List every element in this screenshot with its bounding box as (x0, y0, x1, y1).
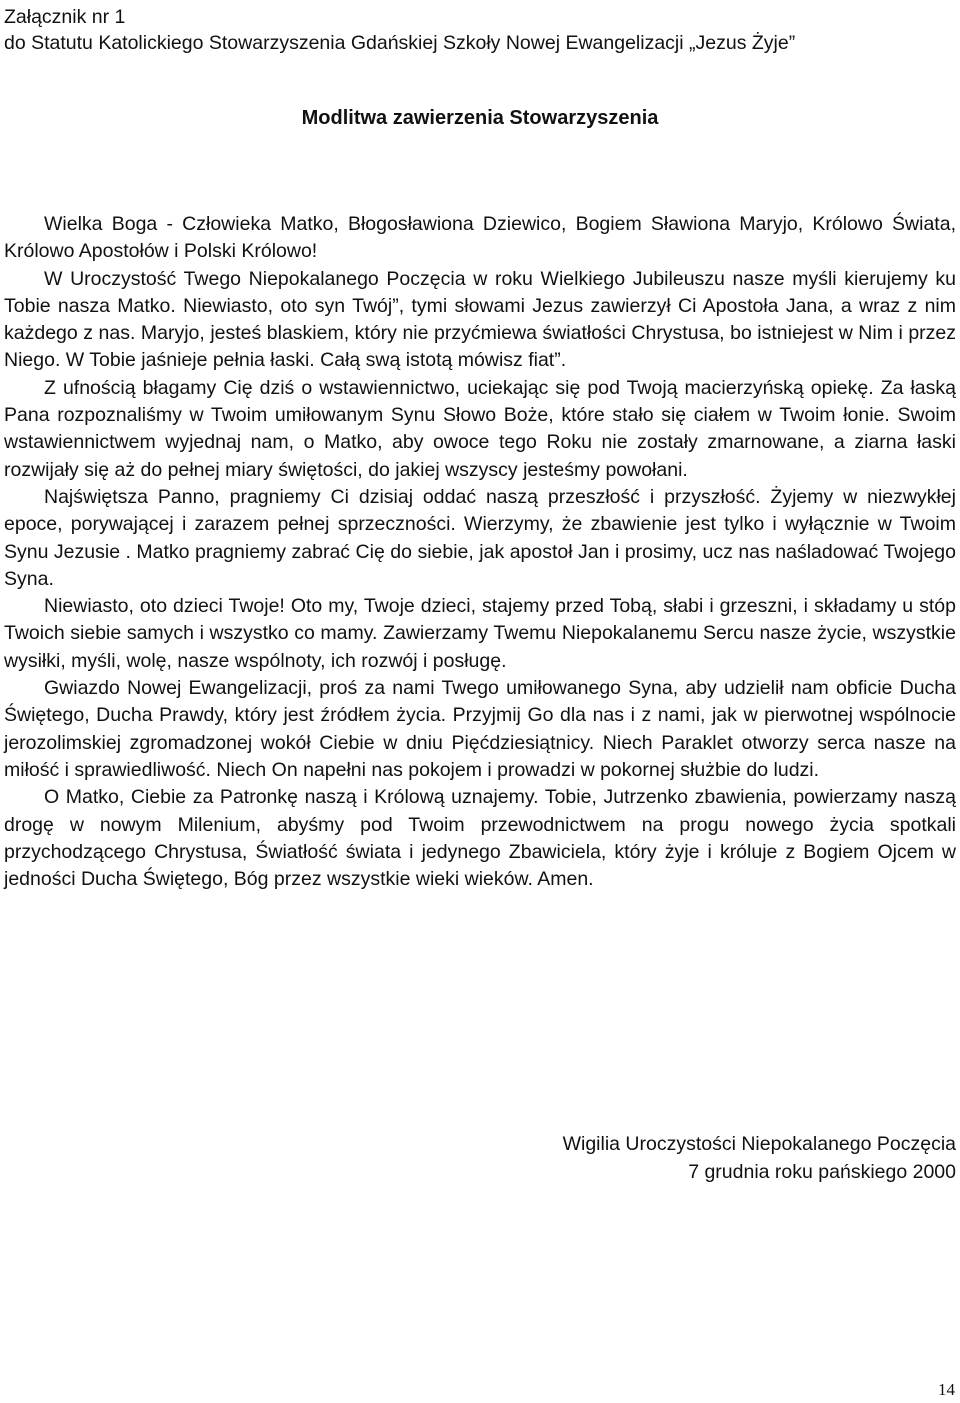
paragraph: Z ufnością błagamy Cię dziś o wstawiennictwo, uciekając się pod Twoją macierzyńską opiekę. Za łaską Pana rozpoznaliśmy w Twoim umiłowanym Synu Słowo Boże, które stało się ciałem w Twoim łonie. Swoim wstawiennictwem wyjednaj nam, o Matko, aby owoce tego Roku nie zostały zmarnowane, a ziarna łaski rozwijały się aż do pełnej miary świętości, do jakiej wszyscy jesteśmy powołani. (4, 376, 956, 481)
attachment-label: Załącznik nr 1 (4, 6, 126, 28)
statute-reference: do Statutu Katolickiego Stowarzyszenia Gdańskiej Szkoły Nowej Ewangelizacji „Jezus Żyje” (4, 32, 796, 54)
document-header (4, 4, 795, 56)
paragraph: W Uroczystość Twego Niepokalanego Poczęcia w roku Wielkiego Jubileuszu nasze myśli kierujemy ku Tobie nasza Matko. Niewiasto, oto syn Twój”, tymi słowami Jezus zawierzył Ci Apostoła Jana, a wraz z nim każdego z nas. Maryjo, jesteś blaskiem, który nie przyćmiewa światłości Chrystusa, bo istniejest w Nim i przez Niego. W Tobie jaśnieje pełnia łaski. Całą swą istotą mówisz fiat”. (4, 267, 956, 372)
paragraph: Gwiazdo Nowej Ewangelizacji, proś za nami Twego umiłowanego Syna, aby udzielił nam obficie Ducha Świętego, Ducha Prawdy, który jest źródłem życia. Przyjmij Go dla nas i z nami, jak w pierwotnej wspólnocie jerozolimskiej zgromadzonej wokół Ciebie w dniu Pięćdziesiątnicy. Niech Paraklet otworzy serca nasze na miłość i sprawiedliwość. Niech On napełni nas pokojem i prowadzi w pokornej służbie do ludzi. (4, 677, 956, 781)
signature-block (563, 1130, 956, 1186)
prayer-text (4, 211, 956, 893)
signature-occasion: Wigilia Uroczystości Niepokalanego Poczęcia (562, 1133, 956, 1155)
page-number: 14 (938, 1380, 955, 1399)
paragraph: O Matko, Ciebie za Patronkę naszą i Królową uznajemy. Tobie, Jutrzenko zbawienia, powierzamy naszą drogę w nowym Milenium, abyśmy pod Twoim przewodnictwem na progu nowego życia spotkali przychodzącego Chrystusa, Światłość świata i jedynego Zbawiciela, który żyje i króluje z Bogiem Ojcem w jedności Ducha Świętego, Bóg przez wszystkie wieki wieków. Amen. (4, 786, 956, 891)
paragraph: Niewiasto, oto dzieci Twoje! Oto my, Twoje dzieci, stajemy przed Tobą, słabi i grzeszni, i składamy u stóp Twoich siebie samych i wszystko co mamy. Zawierzamy Twemu Niepokalanemu Sercu nasze życie, wszystkie wysiłki, myśli, wolę, nasze wspólnoty, ich rozwój i posługę. (4, 595, 956, 672)
paragraph: Najświętsza Panno, pragniemy Ci dzisiaj oddać naszą przeszłość i przyszłość. Żyjemy w niezwykłej epoce, porywającej i zarazem pełnej sprzeczności. Wierzymy, że zbawienie jest tylko i wyłącznie w Twoim Synu Jezusie . Matko pragniemy zabrać Cię do siebie, jak apostoł Jan i prosimy, ucz nas naśladować Twojego Syna. (4, 485, 956, 590)
document-title: Modlitwa zawierzenia Stowarzyszenia (301, 107, 659, 129)
signature-date: 7 grudnia roku pańskiego 2000 (688, 1161, 956, 1183)
paragraph: Wielka Boga - Człowieka Matko, Błogosławiona Dziewico, Bogiem Sławiona Maryjo, Królowo Świata, Królowo Apostołów i Polski Królowo! (4, 213, 956, 263)
